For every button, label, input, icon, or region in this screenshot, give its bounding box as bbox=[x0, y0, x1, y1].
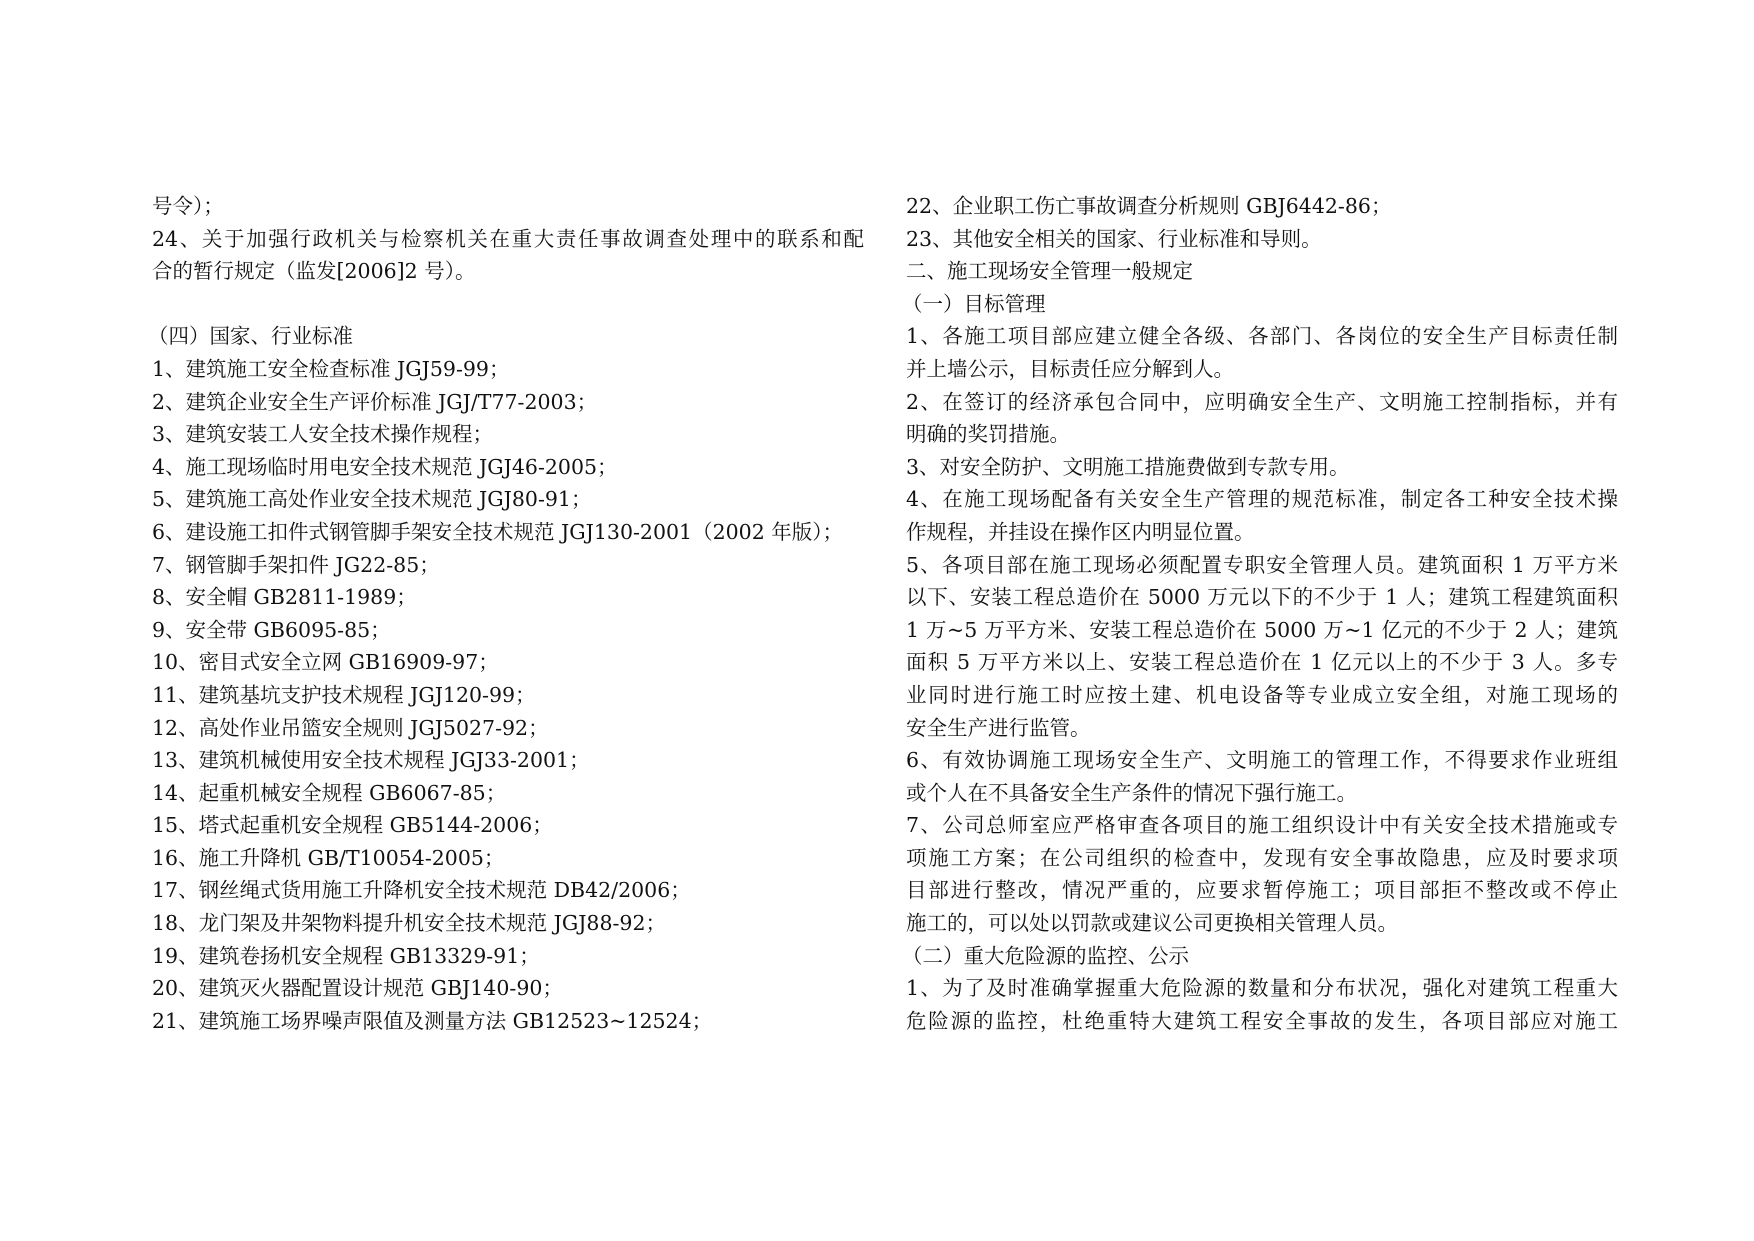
text-line: 9、安全带 GB6095-85； bbox=[152, 617, 391, 642]
text-line: 3、对安全防护、文明施工措施费做到专款专用。 bbox=[906, 454, 1350, 479]
text-line: 二、施工现场安全管理一般规定 bbox=[906, 259, 1193, 284]
text-line: 23、其他安全相关的国家、行业标准和导则。 bbox=[906, 226, 1322, 251]
text-line: （一）目标管理 bbox=[902, 291, 1046, 316]
text-line: 明确的奖罚措施。 bbox=[906, 422, 1070, 447]
text-line: 4、在施工现场配备有关安全生产管理的规范标准，制定各工种安全技术操 bbox=[906, 487, 1618, 512]
blank-line bbox=[152, 288, 864, 321]
text-line: 6、有效协调施工现场安全生产、文明施工的管理工作，不得要求作业班组 bbox=[906, 748, 1618, 773]
text-line: 并上墙公示，目标责任应分解到人。 bbox=[906, 356, 1234, 381]
text-line: 业同时进行施工时应按土建、机电设备等专业成立安全组，对施工现场的 bbox=[906, 682, 1618, 707]
text-line: 5、各项目部在施工现场必须配置专职安全管理人员。建筑面积 1 万平方米 bbox=[906, 552, 1618, 577]
text-line: 危险源的监控，杜绝重特大建筑工程安全事故的发生，各项目部应对施工 bbox=[906, 1008, 1618, 1033]
text-line: 5、建筑施工高处作业安全技术规范 JGJ80-91； bbox=[152, 487, 592, 512]
text-line: 14、起重机械安全规程 GB6067-85； bbox=[152, 780, 507, 805]
text-line: 22、企业职工伤亡事故调查分析规则 GBJ6442-86； bbox=[906, 194, 1392, 218]
text-line: 11、建筑基坑支护技术规程 JGJ120-99； bbox=[152, 682, 536, 707]
text-line: 8、安全帽 GB2811-1989； bbox=[152, 585, 417, 610]
text-line: 面积 5 万平方米以上、安装工程总造价在 1 亿元以上的不少于 3 人。多专 bbox=[906, 650, 1618, 675]
text-line: 16、施工升降机 GB/T10054-2005； bbox=[152, 845, 505, 870]
text-line: 安全生产进行监管。 bbox=[906, 715, 1091, 740]
text-line: 6、建设施工扣件式钢管脚手架安全技术规范 JGJ130-2001（2002 年版）； bbox=[152, 519, 844, 544]
text-line: 号令）； bbox=[152, 194, 224, 218]
text-line: 24、关于加强行政机关与检察机关在重大责任事故调查处理中的联系和配 bbox=[152, 226, 864, 251]
text-line: 7、钢管脚手架扣件 JG22-85； bbox=[152, 552, 440, 577]
text-line: （二）重大危险源的监控、公示 bbox=[902, 943, 1189, 968]
text-line: 项施工方案；在公司组织的检查中，发现有安全事故隐患，应及时要求项 bbox=[906, 845, 1618, 870]
text-line: 1、各施工项目部应建立健全各级、各部门、各岗位的安全生产目标责任制 bbox=[906, 324, 1618, 349]
text-line: 15、塔式起重机安全规程 GB5144-2006； bbox=[152, 813, 553, 838]
text-line: 20、建筑灭火器配置设计规范 GBJ140-90； bbox=[152, 976, 563, 1001]
right-column bbox=[902, 190, 1618, 1037]
text-line: 21、建筑施工场界噪声限值及测量方法 GB12523~12524； bbox=[152, 1008, 713, 1033]
text-line: 17、钢丝绳式货用施工升降机安全技术规范 DB42/2006； bbox=[152, 878, 691, 903]
text-line: 1 万~5 万平方米、安装工程总造价在 5000 万~1 亿元的不少于 2 人；建筑 bbox=[906, 617, 1618, 642]
text-line: 13、建筑机械使用安全技术规程 JGJ33-2001； bbox=[152, 748, 590, 773]
text-line: 4、施工现场临时用电安全技术规范 JGJ46-2005； bbox=[152, 454, 618, 479]
text-line: 作规程，并挂设在操作区内明显位置。 bbox=[906, 519, 1255, 544]
text-line: 7、公司总师室应严格审查各项目的施工组织设计中有关安全技术措施或专 bbox=[906, 813, 1618, 838]
text-line: 2、在签订的经济承包合同中，应明确安全生产、文明施工控制指标，并有 bbox=[906, 389, 1618, 414]
text-line: 19、建筑卷扬机安全规程 GB13329-91； bbox=[152, 943, 540, 968]
text-line: 合的暂行规定（监发[2006]2 号）。 bbox=[152, 259, 476, 284]
text-line: 以下、安装工程总造价在 5000 万元以下的不少于 1 人；建筑工程建筑面积 bbox=[906, 585, 1618, 610]
text-line: 2、建筑企业安全生产评价标准 JGJ/T77-2003； bbox=[152, 389, 598, 414]
text-line: 3、建筑安装工人安全技术操作规程； bbox=[152, 422, 494, 447]
text-line: 18、龙门架及井架物料提升机安全技术规范 JGJ88-92； bbox=[152, 911, 667, 936]
text-line: （四）国家、行业标准 bbox=[148, 324, 353, 349]
text-line: 1、建筑施工安全检查标准 JGJ59-99； bbox=[152, 356, 510, 381]
text-line: 目部进行整改，情况严重的，应要求暂停施工；项目部拒不整改或不停止 bbox=[906, 878, 1618, 903]
text-line: 12、高处作业吊篮安全规则 JGJ5027-92； bbox=[152, 715, 549, 740]
text-line: 或个人在不具备安全生产条件的情况下强行施工。 bbox=[906, 780, 1357, 805]
text-line: 施工的，可以处以罚款或建议公司更换相关管理人员。 bbox=[906, 911, 1398, 936]
left-column bbox=[148, 190, 864, 1037]
text-line: 1、为了及时准确掌握重大危险源的数量和分布状况，强化对建筑工程重大 bbox=[906, 976, 1618, 1001]
text-line: 10、密目式安全立网 GB16909-97； bbox=[152, 650, 499, 675]
